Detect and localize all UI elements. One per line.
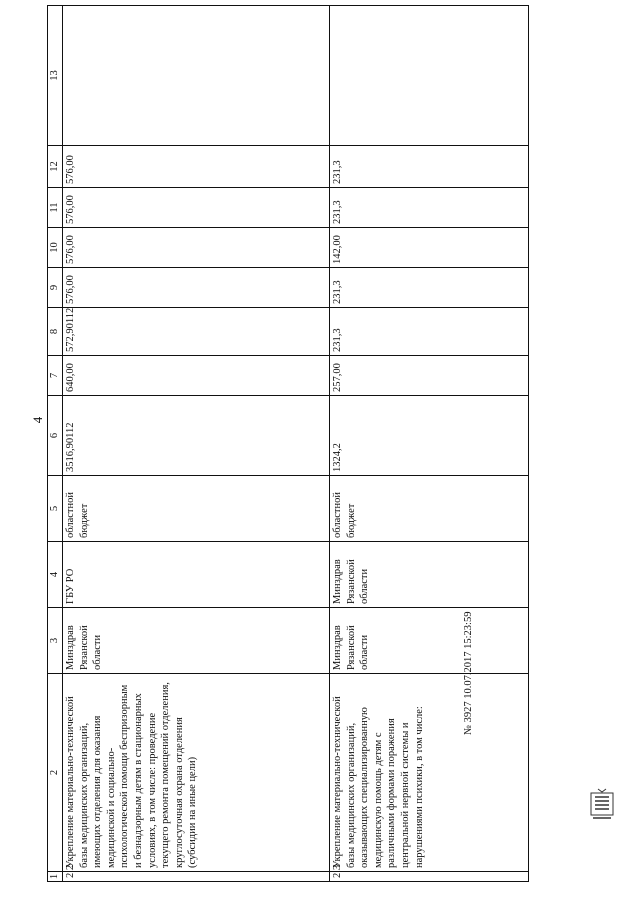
result-cell	[330, 6, 529, 146]
header-cell: 6	[48, 396, 63, 476]
amount-col8: 572,90112	[63, 308, 330, 356]
amount-col7: 257,00	[330, 356, 529, 396]
row-number: 2.3	[330, 872, 529, 882]
row-number: 2.2	[63, 872, 330, 882]
header-cell: 3	[48, 608, 63, 674]
responsible-executor: Минздрав Рязанской области	[63, 608, 330, 674]
amount-col10: 576,00	[63, 228, 330, 268]
page-number: 4	[30, 416, 45, 424]
result-cell	[63, 6, 330, 146]
amount-col7: 640,00	[63, 356, 330, 396]
responsible-executor: Минздрав Рязанской области	[330, 608, 529, 674]
header-cell: 2	[48, 674, 63, 872]
header-cell: 10	[48, 228, 63, 268]
table-row	[330, 6, 529, 882]
participant: ГБУ РО	[63, 542, 330, 608]
total-amount: 1324,2	[330, 396, 529, 476]
header-cell: 8	[48, 308, 63, 356]
header-cell: 7	[48, 356, 63, 396]
table-header-row	[48, 6, 63, 882]
amount-col10: 142,00	[330, 228, 529, 268]
header-cell: 11	[48, 188, 63, 228]
funding-source: областной бюджет	[330, 476, 529, 542]
amount-col11: 231,3	[330, 188, 529, 228]
header-cell: 12	[48, 146, 63, 188]
amount-col9: 231,3	[330, 268, 529, 308]
emblem-icon	[587, 787, 617, 821]
measure-name: Укрепление материально-технической базы медицинских организаций, оказывающих специализированную медицинскую помощь детям с различными формами поражения центральной нервной системы и нарушениями психики, в том числе:	[330, 674, 529, 872]
participant: Минздрав Рязанской области	[330, 542, 529, 608]
amount-col8: 231,3	[330, 308, 529, 356]
header-cell: 5	[48, 476, 63, 542]
header-cell: 4	[48, 542, 63, 608]
header-cell: 1	[48, 872, 63, 882]
measure-name: Укрепление материально-технической базы медицинских организаций, имеющих отделения для оказания медицинской и социально-психологической помощи беспризорным и безнадзорным детям в стационарных условиях, в том числе: проведение текущего ремонта помещений отделения, круглосуточная охрана отделения (субсидии на иные цели)	[63, 674, 330, 872]
total-amount: 3516,90112	[63, 396, 330, 476]
amount-col12: 576,00	[63, 146, 330, 188]
header-cell: 9	[48, 268, 63, 308]
program-table	[47, 5, 529, 882]
registration-stamp: № 3927 10.07.2017 15:23:59	[463, 611, 474, 735]
amount-col11: 576,00	[63, 188, 330, 228]
header-cell: 13	[48, 6, 63, 146]
funding-source: областной бюджет	[63, 476, 330, 542]
amount-col9: 576,00	[63, 268, 330, 308]
table-row	[63, 6, 330, 882]
amount-col12: 231,3	[330, 146, 529, 188]
